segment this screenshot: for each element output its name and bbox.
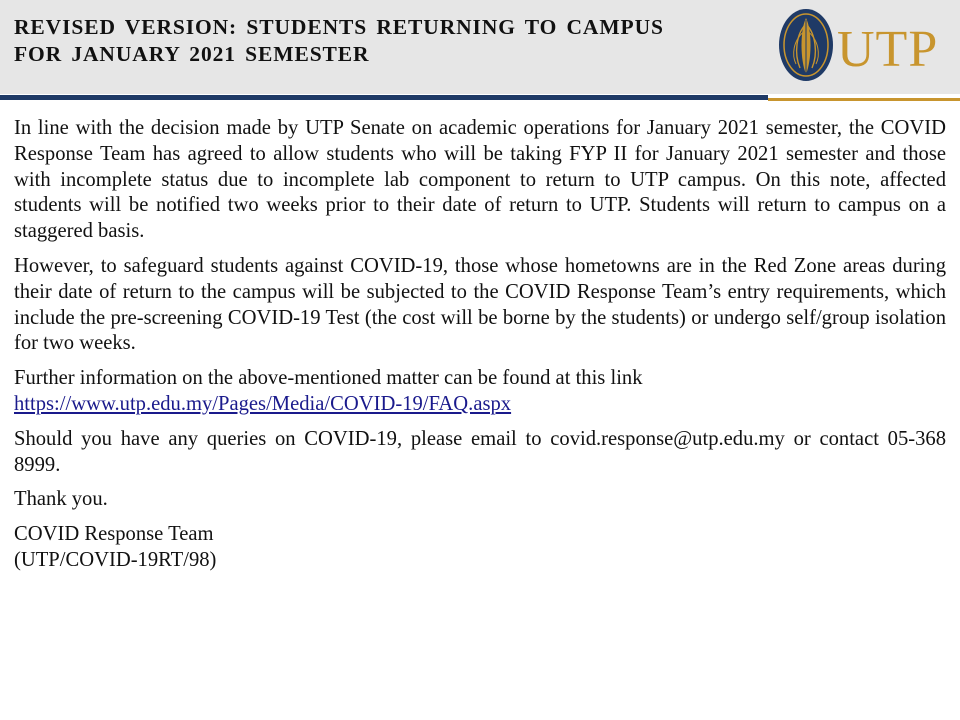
header-band [0,0,960,94]
signature-reference: (UTP/COVID-19RT/98) [14,548,217,571]
paragraph-further-info [14,366,946,418]
signature [14,522,946,574]
header-rule-navy [0,95,768,100]
paragraph-queries: Should you have any queries on COVID-19, please email to covid.response@utp.edu.my or contact 05-368 8999. [14,427,946,476]
header-rule-gold [768,98,960,101]
utp-logo [776,6,956,84]
faq-link[interactable]: https://www.utp.edu.my/Pages/Media/COVID-19/FAQ.aspx [14,392,512,415]
utp-emblem-icon [779,9,833,81]
title-line-2: FOR JANUARY 2021 SEMESTER [14,42,370,66]
closing-thanks: Thank you. [14,488,108,511]
page-title [14,14,774,68]
signature-team: COVID Response Team [14,523,214,546]
announcement-body [14,116,946,583]
paragraph-decision: In line with the decision made by UTP Senate on academic operations for January 2021 semester, the COVID Response Team has agreed to allow students who will be taking FYP II for January 2021 semester and those with incomplete status due to incomplete lab component to return to UTP campus. On this note, affected students will be notified two weeks prior to their date of return to UTP. Students will return to campus on a staggered basis. [14,117,946,243]
logo-text: UTP [837,21,939,78]
further-info-text: Further information on the above-mentioned matter can be found at this link [14,367,643,390]
paragraph-safeguard: However, to safeguard students against COVID-19, those whose hometowns are in the Red Zone areas during their date of return to the campus will be subjected to the COVID Response Team’s entry requirements, which include the pre-screening COVID-19 Test (the cost will be borne by the students) or undergo self/group isolation for two weeks. [14,254,946,355]
title-line-1: REVISED VERSION: STUDENTS RETURNING TO CAMPUS [14,15,664,39]
